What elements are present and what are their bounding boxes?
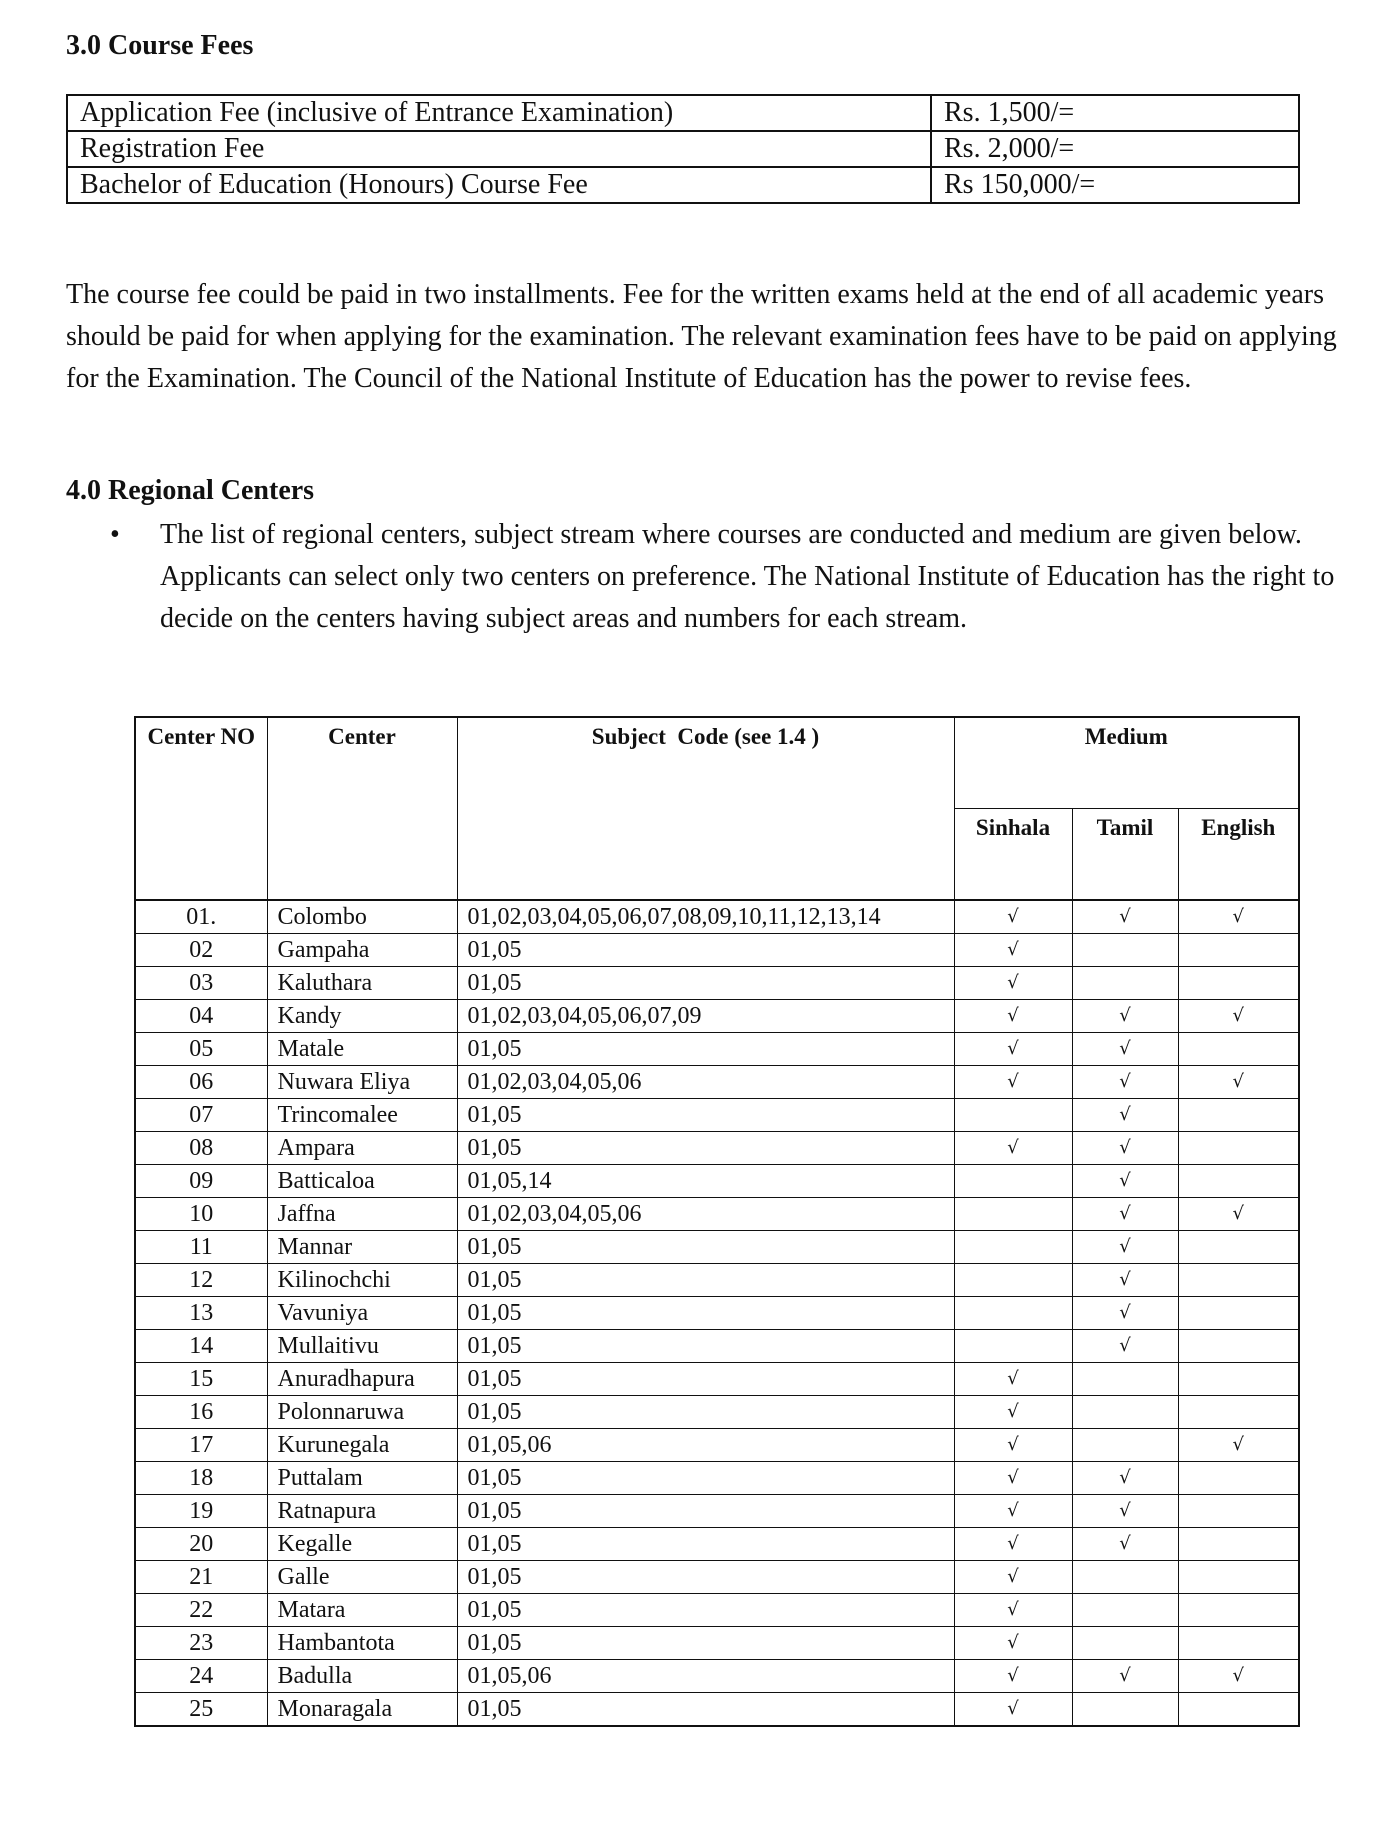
center-name-cell: Ratnapura [267, 1495, 457, 1528]
sinhala-medium-cell: √ [954, 1462, 1072, 1495]
english-medium-cell: √ [1178, 1198, 1299, 1231]
subject-codes-cell: 01,05 [457, 1594, 954, 1627]
english-medium-cell [1178, 1495, 1299, 1528]
tamil-medium-cell [1072, 967, 1178, 1000]
tamil-medium-cell: √ [1072, 900, 1178, 934]
table-row [135, 1099, 1299, 1132]
sinhala-medium-cell: √ [954, 1132, 1072, 1165]
table-row [135, 1264, 1299, 1297]
table-row [135, 1396, 1299, 1429]
subject-codes-cell: 01,05 [457, 1627, 954, 1660]
tamil-medium-cell: √ [1072, 1099, 1178, 1132]
center-name-cell: Mannar [267, 1231, 457, 1264]
english-medium-cell [1178, 1132, 1299, 1165]
subject-codes-cell: 01,02,03,04,05,06 [457, 1198, 954, 1231]
center-no-cell: 08 [135, 1132, 267, 1165]
center-name-cell: Kaluthara [267, 967, 457, 1000]
table-row [135, 1165, 1299, 1198]
subject-codes-cell: 01,05 [457, 1495, 954, 1528]
subject-codes-cell: 01,05 [457, 1330, 954, 1363]
subject-codes-cell: 01,05 [457, 1297, 954, 1330]
tamil-medium-cell: √ [1072, 1528, 1178, 1561]
sinhala-medium-cell [954, 1297, 1072, 1330]
center-name-cell: Colombo [267, 900, 457, 934]
table-row [135, 967, 1299, 1000]
table-row [135, 1528, 1299, 1561]
tamil-medium-cell: √ [1072, 1264, 1178, 1297]
subject-codes-cell: 01,05 [457, 1561, 954, 1594]
english-medium-cell [1178, 1330, 1299, 1363]
table-row [135, 1462, 1299, 1495]
table-row [135, 1231, 1299, 1264]
sinhala-medium-cell [954, 1330, 1072, 1363]
tamil-medium-cell: √ [1072, 1297, 1178, 1330]
tamil-medium-cell: √ [1072, 1132, 1178, 1165]
center-name-cell: Polonnaruwa [267, 1396, 457, 1429]
header-sinhala: Sinhala [954, 809, 1072, 901]
header-tamil: Tamil [1072, 809, 1178, 901]
table-row [135, 1660, 1299, 1693]
center-no-cell: 09 [135, 1165, 267, 1198]
sinhala-medium-cell: √ [954, 1000, 1072, 1033]
table-row [135, 1561, 1299, 1594]
tamil-medium-cell [1072, 1561, 1178, 1594]
english-medium-cell [1178, 1264, 1299, 1297]
sinhala-medium-cell: √ [954, 1594, 1072, 1627]
english-medium-cell [1178, 1462, 1299, 1495]
center-name-cell: Kegalle [267, 1528, 457, 1561]
center-no-cell: 15 [135, 1363, 267, 1396]
table-row [135, 1693, 1299, 1727]
table-row [135, 1000, 1299, 1033]
sinhala-medium-cell: √ [954, 1495, 1072, 1528]
subject-codes-cell: 01,05,06 [457, 1660, 954, 1693]
sinhala-medium-cell: √ [954, 1396, 1072, 1429]
center-name-cell: Vavuniya [267, 1297, 457, 1330]
english-medium-cell: √ [1178, 1429, 1299, 1462]
english-medium-cell [1178, 1099, 1299, 1132]
sinhala-medium-cell: √ [954, 900, 1072, 934]
table-row [135, 1495, 1299, 1528]
subject-codes-cell: 01,05 [457, 1363, 954, 1396]
subject-codes-cell: 01,02,03,04,05,06 [457, 1066, 954, 1099]
sinhala-medium-cell [954, 1165, 1072, 1198]
fee-paragraph: The course fee could be paid in two installments. Fee for the written exams held at the end of all academic years should be paid for when applying for the examination. The relevant examination fees have to be paid on applying for the Examination. The Council of the National Institute of Education has the power to revise fees. [66, 279, 1337, 394]
center-no-cell: 07 [135, 1099, 267, 1132]
tamil-medium-cell [1072, 1396, 1178, 1429]
tamil-medium-cell: √ [1072, 1066, 1178, 1099]
center-no-cell: 04 [135, 1000, 267, 1033]
tamil-medium-cell [1072, 1693, 1178, 1727]
sinhala-medium-cell: √ [954, 1363, 1072, 1396]
tamil-medium-cell: √ [1072, 1198, 1178, 1231]
subject-codes-cell: 01,05 [457, 1132, 954, 1165]
center-no-cell: 22 [135, 1594, 267, 1627]
english-medium-cell [1178, 1165, 1299, 1198]
sinhala-medium-cell [954, 1198, 1072, 1231]
center-name-cell: Kandy [267, 1000, 457, 1033]
center-name-cell: Anuradhapura [267, 1363, 457, 1396]
subject-codes-cell: 01,05 [457, 1099, 954, 1132]
sinhala-medium-cell: √ [954, 967, 1072, 1000]
subject-codes-cell: 01,05 [457, 934, 954, 967]
subject-codes-cell: 01,05 [457, 1033, 954, 1066]
sinhala-medium-cell: √ [954, 1528, 1072, 1561]
tamil-medium-cell: √ [1072, 1000, 1178, 1033]
subject-codes-cell: 01,02,03,04,05,06,07,09 [457, 1000, 954, 1033]
english-medium-cell [1178, 1561, 1299, 1594]
subject-codes-cell: 01,05 [457, 1693, 954, 1727]
header-medium: Medium [954, 717, 1299, 809]
fee-row [67, 167, 1299, 203]
sinhala-medium-cell: √ [954, 1660, 1072, 1693]
sinhala-medium-cell: √ [954, 1561, 1072, 1594]
subject-codes-cell: 01,05 [457, 1264, 954, 1297]
table-row [135, 1363, 1299, 1396]
course-fees-table [66, 94, 1300, 204]
english-medium-cell: √ [1178, 1660, 1299, 1693]
center-no-cell: 03 [135, 967, 267, 1000]
center-name-cell: Jaffna [267, 1198, 457, 1231]
table-row [135, 1429, 1299, 1462]
centers-table-body [135, 900, 1299, 1726]
subject-codes-cell: 01,05,14 [457, 1165, 954, 1198]
center-no-cell: 17 [135, 1429, 267, 1462]
table-row [135, 1330, 1299, 1363]
table-row [135, 1132, 1299, 1165]
center-no-cell: 02 [135, 934, 267, 967]
fee-amount: Rs. 2,000/= [931, 131, 1299, 167]
center-name-cell: Mullaitivu [267, 1330, 457, 1363]
center-no-cell: 18 [135, 1462, 267, 1495]
english-medium-cell [1178, 934, 1299, 967]
sinhala-medium-cell: √ [954, 1033, 1072, 1066]
center-no-cell: 05 [135, 1033, 267, 1066]
sinhala-medium-cell: √ [954, 1066, 1072, 1099]
tamil-medium-cell: √ [1072, 1495, 1178, 1528]
tamil-medium-cell: √ [1072, 1231, 1178, 1264]
center-name-cell: Batticaloa [267, 1165, 457, 1198]
table-row [135, 1627, 1299, 1660]
table-row [135, 1033, 1299, 1066]
tamil-medium-cell: √ [1072, 1033, 1178, 1066]
center-name-cell: Puttalam [267, 1462, 457, 1495]
tamil-medium-cell [1072, 1363, 1178, 1396]
english-medium-cell [1178, 967, 1299, 1000]
english-medium-cell: √ [1178, 1066, 1299, 1099]
tamil-medium-cell [1072, 1594, 1178, 1627]
center-name-cell: Monaragala [267, 1693, 457, 1727]
course-fees-heading: 3.0 Course Fees [66, 30, 254, 61]
center-no-cell: 20 [135, 1528, 267, 1561]
table-row [135, 1594, 1299, 1627]
subject-codes-cell: 01,05 [457, 1231, 954, 1264]
fee-row [67, 95, 1299, 131]
sinhala-medium-cell: √ [954, 1429, 1072, 1462]
center-no-cell: 14 [135, 1330, 267, 1363]
sinhala-medium-cell: √ [954, 1627, 1072, 1660]
center-no-cell: 06 [135, 1066, 267, 1099]
table-row [135, 1297, 1299, 1330]
table-row [135, 900, 1299, 934]
tamil-medium-cell: √ [1072, 1165, 1178, 1198]
center-name-cell: Ampara [267, 1132, 457, 1165]
table-row [135, 1198, 1299, 1231]
center-no-cell: 24 [135, 1660, 267, 1693]
tamil-medium-cell [1072, 1429, 1178, 1462]
subject-codes-cell: 01,05 [457, 1396, 954, 1429]
center-name-cell: Galle [267, 1561, 457, 1594]
english-medium-cell [1178, 1396, 1299, 1429]
english-medium-cell: √ [1178, 1000, 1299, 1033]
tamil-medium-cell: √ [1072, 1660, 1178, 1693]
tamil-medium-cell [1072, 934, 1178, 967]
tamil-medium-cell: √ [1072, 1462, 1178, 1495]
center-name-cell: Matara [267, 1594, 457, 1627]
fee-row [67, 131, 1299, 167]
subject-codes-cell: 01,05 [457, 967, 954, 1000]
english-medium-cell [1178, 1363, 1299, 1396]
fee-item: Registration Fee [67, 131, 931, 167]
english-medium-cell [1178, 1528, 1299, 1561]
header-subject-code: Subject Code (see 1.4 ) [457, 717, 954, 900]
tamil-medium-cell: √ [1072, 1330, 1178, 1363]
sinhala-medium-cell: √ [954, 1693, 1072, 1727]
bullet-icon: • [110, 519, 120, 550]
table-row [135, 934, 1299, 967]
center-no-cell: 21 [135, 1561, 267, 1594]
center-no-cell: 25 [135, 1693, 267, 1727]
english-medium-cell [1178, 1297, 1299, 1330]
english-medium-cell [1178, 1693, 1299, 1727]
center-name-cell: Nuwara Eliya [267, 1066, 457, 1099]
center-no-cell: 12 [135, 1264, 267, 1297]
fee-item: Bachelor of Education (Honours) Course Fee [67, 167, 931, 203]
bullet-text: The list of regional centers, subject stream where courses are conducted and medium are given below. Applicants can select only two centers on preference. The National Institute of Education has the right to decide on the centers having subject areas and numbers for each stream. [160, 519, 1335, 634]
center-name-cell: Gampaha [267, 934, 457, 967]
header-english: English [1178, 809, 1299, 901]
center-name-cell: Badulla [267, 1660, 457, 1693]
center-no-cell: 10 [135, 1198, 267, 1231]
center-no-cell: 23 [135, 1627, 267, 1660]
english-medium-cell: √ [1178, 900, 1299, 934]
header-center-no: Center NO [135, 717, 267, 900]
sinhala-medium-cell [954, 1099, 1072, 1132]
english-medium-cell [1178, 1627, 1299, 1660]
subject-codes-cell: 01,05 [457, 1528, 954, 1561]
sinhala-medium-cell: √ [954, 934, 1072, 967]
regional-centers-heading: 4.0 Regional Centers [66, 475, 315, 506]
english-medium-cell [1178, 1231, 1299, 1264]
subject-codes-cell: 01,02,03,04,05,06,07,08,09,10,11,12,13,14 [457, 900, 954, 934]
english-medium-cell [1178, 1033, 1299, 1066]
fee-amount: Rs. 1,500/= [931, 95, 1299, 131]
fee-item: Application Fee (inclusive of Entrance Examination) [67, 95, 931, 131]
center-name-cell: Matale [267, 1033, 457, 1066]
center-no-cell: 19 [135, 1495, 267, 1528]
center-no-cell: 16 [135, 1396, 267, 1429]
center-name-cell: Trincomalee [267, 1099, 457, 1132]
regional-centers-table [134, 716, 1300, 1727]
center-no-cell: 13 [135, 1297, 267, 1330]
subject-codes-cell: 01,05,06 [457, 1429, 954, 1462]
fee-amount: Rs 150,000/= [931, 167, 1299, 203]
sinhala-medium-cell [954, 1231, 1072, 1264]
center-name-cell: Hambantota [267, 1627, 457, 1660]
subject-codes-cell: 01,05 [457, 1462, 954, 1495]
header-center: Center [267, 717, 457, 900]
sinhala-medium-cell [954, 1264, 1072, 1297]
table-row [135, 1066, 1299, 1099]
center-no-cell: 01. [135, 900, 267, 934]
center-no-cell: 11 [135, 1231, 267, 1264]
center-name-cell: Kilinochchi [267, 1264, 457, 1297]
center-name-cell: Kurunegala [267, 1429, 457, 1462]
english-medium-cell [1178, 1594, 1299, 1627]
tamil-medium-cell [1072, 1627, 1178, 1660]
